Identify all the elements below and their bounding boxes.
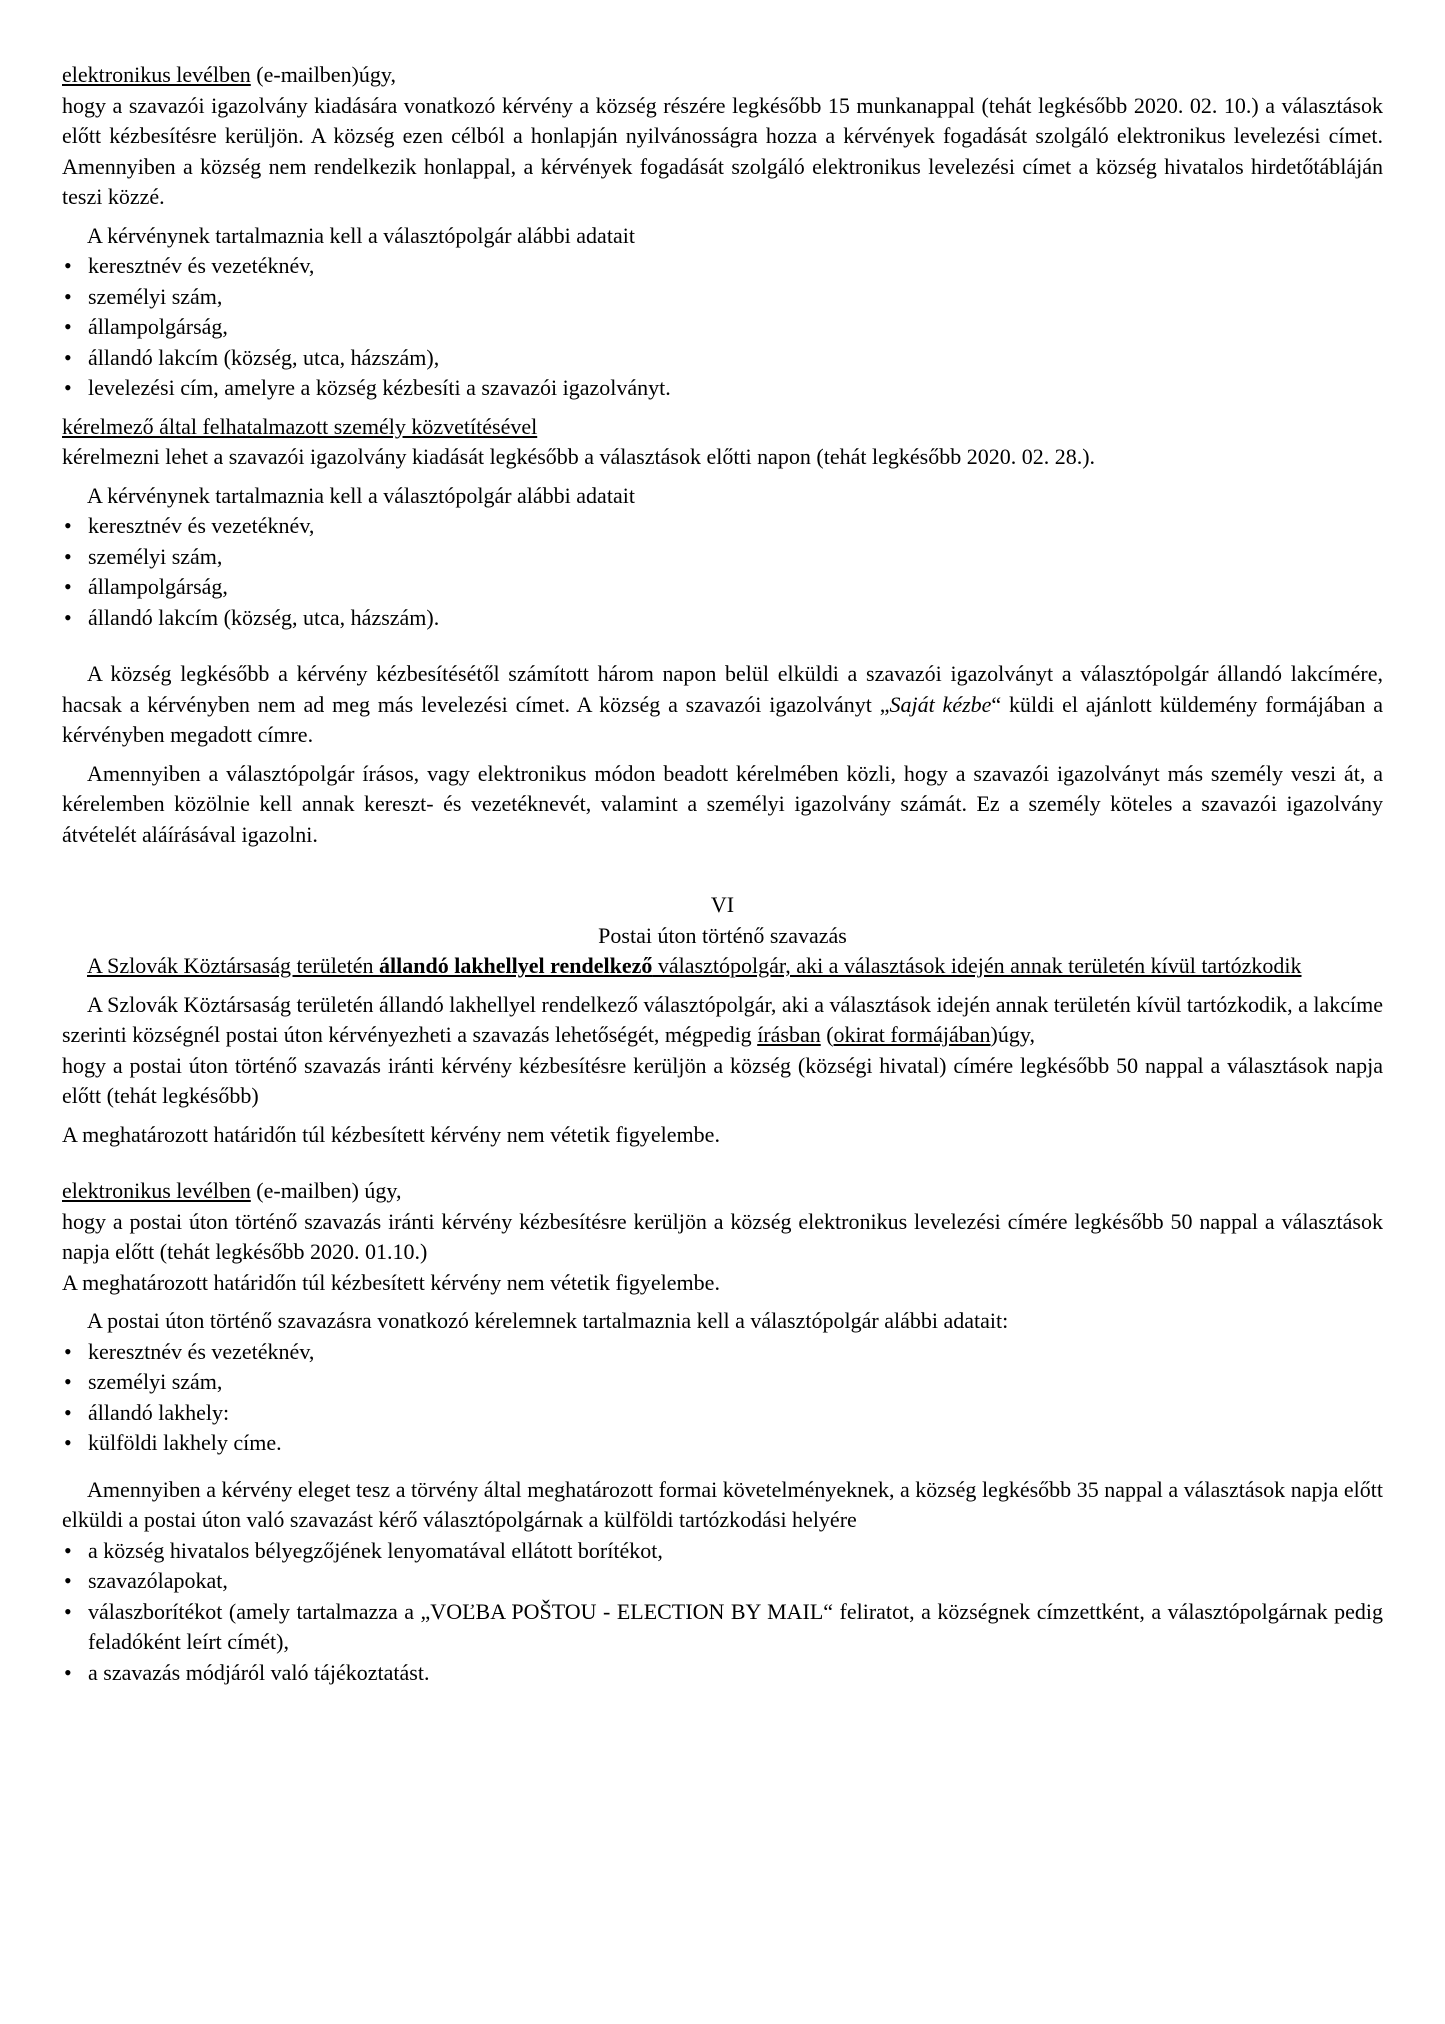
list-item: • külföldi lakhely címe.: [62, 1428, 1383, 1459]
postal-deadline-paragraph: hogy a postai úton történő szavazás iránti kérvény kézbesítésre kerüljön a község (községi hivatal) címére legkésőbb 50 nappal a választások napja előtt (tehát legkésőbb): [62, 1052, 1383, 1108]
list-item: • személyi szám,: [62, 282, 1383, 313]
section-number: VI: [710, 892, 735, 917]
s2-heading: kérelmező által felhatalmazott személy közvetítésével: [62, 413, 538, 439]
s1-list: [62, 251, 1383, 404]
s3-paragraph: hogy a postai úton történő szavazás iránti kérvény kézbesítésre kerüljön a község elektronikus levelezési címére legkésőbb 50 nappal a választások napja előtt (tehát legkésőbb 2020. 01.10.): [62, 1208, 1383, 1264]
delivery-paragraph: [62, 659, 1383, 751]
own-hands-label: Saját kézbe: [889, 691, 992, 717]
s3-note: A meghatározott határidőn túl kézbesített kérvény nem vétetik figyelembe.: [62, 1269, 720, 1295]
list-item: • állampolgárság,: [62, 572, 1383, 603]
postal-vote-text-end: )úgy,: [990, 1022, 1035, 1047]
s2-paragraph: kérelmezni lehet a szavazói igazolvány kiadását legkésőbb a választások előtti napon (tehát legkésőbb 2020. 02. 28.).: [62, 444, 1096, 469]
list-item: • állandó lakhely:: [62, 1398, 1383, 1429]
s3-heading-suffix: (e-mailben) úgy,: [250, 1178, 402, 1203]
list-item: • állandó lakcím (község, utca, házszám).: [62, 603, 1383, 634]
list-item: • a község hivatalos bélyegzőjének lenyomatával ellátott borítékot,: [62, 1536, 1383, 1567]
subsection-heading-post: választópolgár, aki a választások idején annak területén kívül tartózkodik: [652, 953, 1302, 978]
delivery-text-before: A község legkésőbb a kérvény kézbesítésétől számított három napon belül elküldi a szavazói igazolványt a választópolgár állandó lakcímére, hacsak a kérvényben nem ad meg más levelezési címet. A község a szavazói igazolványt „: [62, 661, 1383, 717]
mailing-list: [62, 1536, 1383, 1689]
list-item: • szavazólapokat,: [62, 1566, 1383, 1597]
s2-heading-line: [62, 412, 1383, 443]
subsection-heading: [62, 951, 1383, 982]
s1-list-intro: A kérvénynek tartalmaznia kell a választópolgár alábbi adatait: [87, 222, 635, 248]
postal-vote-paragraph: [62, 990, 1383, 1051]
postal-vote-text: A Szlovák Köztársaság területén állandó lakhellyel rendelkező választópolgár, aki a választások idején annak területén kívül tartózkodik, a lakcíme szerinti községnél postai úton kérvényezheti a szavazás lehetőségét, mégpedig: [62, 991, 1384, 1047]
paren-open: (: [820, 1022, 834, 1047]
s3-list: [62, 1337, 1383, 1459]
section-title: Postai úton történő szavazás: [598, 922, 847, 948]
subsection-heading-pre: A Szlovák Köztársaság területén: [87, 953, 380, 978]
mailing-paragraph: Amennyiben a kérvény eleget tesz a törvény által meghatározott formai követelményeknek, a község legkésőbb 35 nappal a választások napja előtt elküldi a postai úton való szavazást kérő választópolgárnak a külföldi tartózkodási helyére: [62, 1476, 1383, 1532]
list-item: • személyi szám,: [62, 542, 1383, 573]
list-item: • állampolgárság,: [62, 312, 1383, 343]
list-item: • keresztnév és vezetéknév,: [62, 1337, 1383, 1368]
s2-list: [62, 511, 1383, 633]
list-item: • keresztnév és vezetéknév,: [62, 511, 1383, 542]
s3-list-intro: A postai úton történő szavazásra vonatkozó kérelemnek tartalmaznia kell a választópolgár alábbi adatait:: [87, 1308, 1009, 1333]
in-writing-label: írásban: [757, 1022, 821, 1047]
list-item: • állandó lakcím (község, utca, házszám),: [62, 343, 1383, 374]
s2-list-intro: A kérvénynek tartalmaznia kell a választópolgár alábbi adatait: [87, 482, 635, 508]
document-form-label: okirat formájában: [833, 1022, 991, 1047]
s3-heading-line: [62, 1176, 1383, 1207]
s1-paragraph: hogy a szavazói igazolvány kiadására vonatkozó kérvény a község részére legkésőbb 15 munkanappal (tehát legkésőbb 2020. 02. 10.) a választások előtt kézbesítésre kerüljön. A község ezen célból a honlapján nyilvánosságra hozza a kérvények fogadását szolgáló elektronikus levelezési címet. Amennyiben a község nem rendelkezik honlappal, a kérvények fogadását szolgáló elektronikus levelezési címet a község hivatalos hirdetőtábláján teszi közzé.: [62, 92, 1383, 209]
s1-heading-suffix: (e-mailben)úgy,: [250, 62, 396, 87]
proxy-paragraph: Amennyiben a választópolgár írásos, vagy elektronikus módon beadott kérelmében közli, hogy a szavazói igazolványt más személy veszi át, a kérelemben közölnie kell annak kereszt- és vezetéknevét, valamint a személyi igazolvány számát. Ez a személy köteles a szavazói igazolvány átvételét aláírásával igazolni.: [62, 760, 1383, 847]
deadline-note: A meghatározott határidőn túl kézbesített kérvény nem vétetik figyelembe.: [62, 1121, 720, 1147]
list-item: • levelezési cím, amelyre a község kézbesíti a szavazói igazolványt.: [62, 373, 1383, 404]
list-item: • a szavazás módjáról való tájékoztatást.: [62, 1658, 1383, 1689]
delivery-text-after: “ küldi el ajánlott küldemény formájában a kérvényben megadott címre.: [62, 691, 1383, 747]
list-item: • keresztnév és vezetéknév,: [62, 251, 1383, 282]
s1-heading-line: [62, 60, 1383, 91]
subsection-heading-bold: állandó lakhellyel rendelkező: [379, 953, 653, 978]
s3-heading: elektronikus levélben: [62, 1178, 251, 1203]
s1-heading: elektronikus levélben: [62, 62, 251, 87]
list-item: • személyi szám,: [62, 1367, 1383, 1398]
list-item: • válaszborítékot (amely tartalmazza a „VOĽBA POŠTOU - ELECTION BY MAIL“ feliratot, a községnek címzettként, a választópolgárnak pedig feladóként leírt címét),: [62, 1597, 1383, 1658]
